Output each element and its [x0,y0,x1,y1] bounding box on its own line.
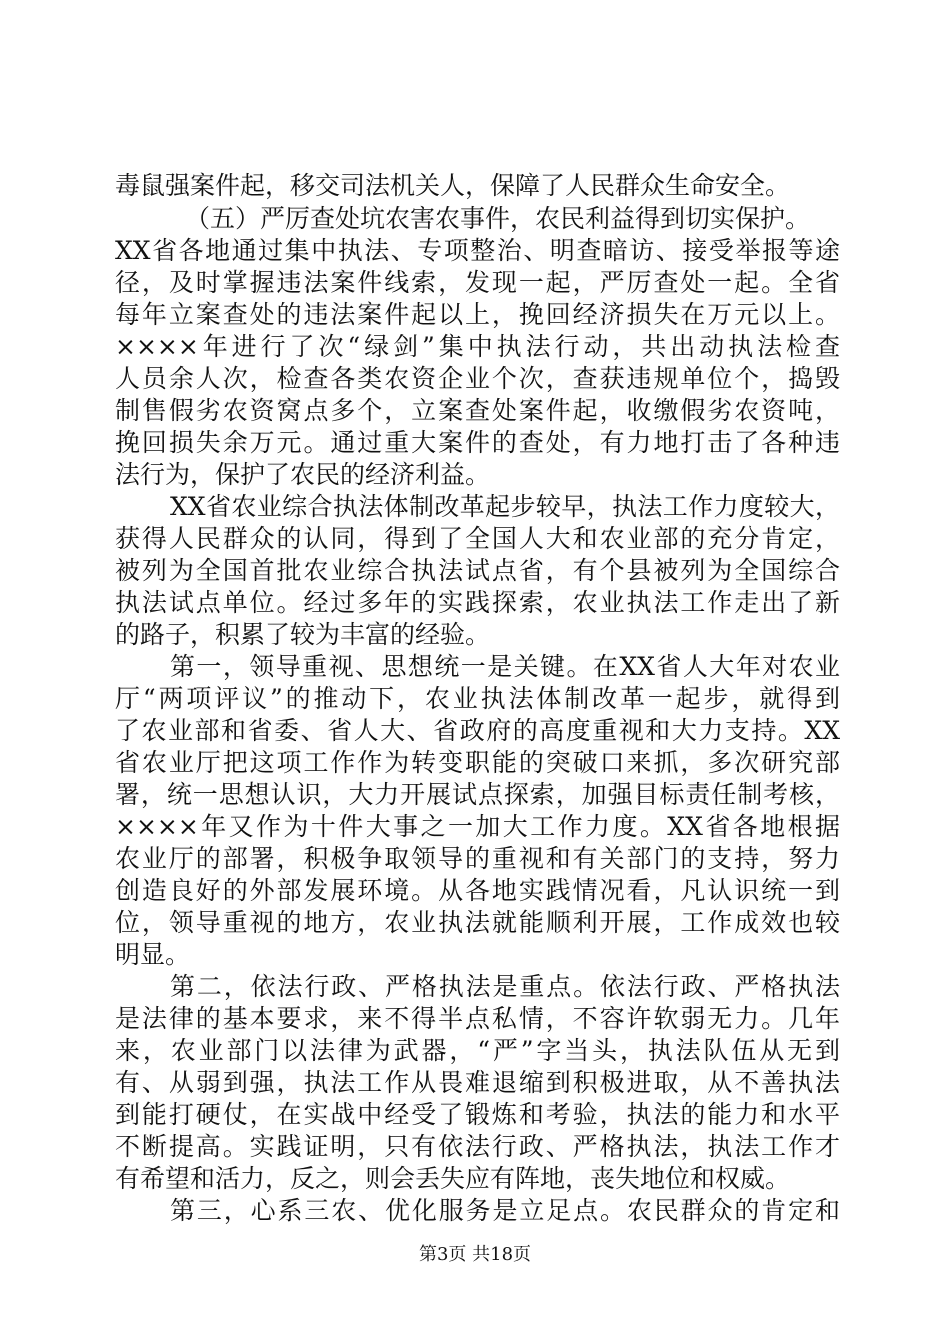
text-line: 明显。 [115,940,191,969]
text-line: 了农业部和省委、省人大、省政府的高度重视和大力支持。XX [115,716,840,745]
text-line: （五）严厉查处坑农害农事件，农民利益得到切实保护。 [185,204,811,233]
text-line: 每年立案查处的违法案件起以上，挽回经济损失在万元以上。 [115,300,840,329]
text-line: 位，领导重视的地方，农业执法就能顺利开展，工作成效也较 [115,908,840,937]
text-line: 执法试点单位。经过多年的实践探索，农业执法工作走出了新 [115,588,840,617]
text-line: ××××年进行了次“绿剑”集中执法行动，共出动执法检查 [115,332,840,361]
page-footer: 第3页 共18页 [418,1244,532,1265]
text-line: 制售假劣农资窝点多个，立案查处案件起，收缴假劣农资吨， [115,396,840,425]
text-line: 有、从弱到强，执法工作从畏难退缩到积极进取，从不善执法 [115,1068,840,1097]
text-line: 创造良好的外部发展环境。从各地实践情况看，凡认识统一到 [115,876,840,905]
text-line: 第一，领导重视、思想统一是关键。在XX省人大年对农业 [170,652,840,681]
text-line: 的路子，积累了较为丰富的经验。 [115,620,491,649]
text-line: 获得人民群众的认同，得到了全国人大和农业部的充分肯定， [115,524,840,553]
text-line: 被列为全国首批农业综合执法试点省，有个县被列为全国综合 [115,556,840,585]
text-line: XX省农业综合执法体制改革起步较早，执法工作力度较大， [170,492,840,521]
text-line: 厅“两项评议”的推动下，农业执法体制改革一起步，就得到 [115,684,840,713]
text-line: 人员余人次，检查各类农资企业个次，查获违规单位个，捣毁 [115,364,840,393]
text-line: 来，农业部门以法律为武器，“严”字当头，执法队伍从无到 [115,1036,840,1065]
text-line: 是法律的基本要求，来不得半点私情，不容许软弱无力。几年 [115,1004,840,1033]
text-line: 法行为，保护了农民的经济利益。 [115,460,491,489]
text-line: 署，统一思想认识，大力开展试点探索，加强目标责任制考核， [115,780,840,809]
text-line: 农业厅的部署，积极争取领导的重视和有关部门的支持，努力 [115,844,840,873]
text-line: 径，及时掌握违法案件线索，发现一起，严厉查处一起。全省 [115,268,840,297]
text-line: 到能打硬仗，在实战中经受了锻炼和考验，执法的能力和水平 [115,1100,840,1129]
text-line: 省农业厅把这项工作作为转变职能的突破口来抓，多次研究部 [115,748,840,777]
text-line: 不断提高。实践证明，只有依法行政、严格执法，执法工作才 [115,1132,840,1161]
text-line: 第三，心系三农、优化服务是立足点。农民群众的肯定和 [170,1196,840,1225]
text-line: 第二，依法行政、严格执法是重点。依法行政、严格执法 [170,972,840,1001]
text-line: XX省各地通过集中执法、专项整治、明查暗访、接受举报等途 [115,236,840,265]
text-line: 毒鼠强案件起，移交司法机关人，保障了人民群众生命安全。 [115,171,791,200]
text-line: ××××年又作为十件大事之一加大工作力度。XX省各地根据 [115,812,840,841]
text-line: 挽回损失余万元。通过重大案件的查处，有力地打击了各种违 [115,428,840,457]
text-line: 有希望和活力，反之，则会丢失应有阵地，丧失地位和权威。 [115,1164,791,1193]
